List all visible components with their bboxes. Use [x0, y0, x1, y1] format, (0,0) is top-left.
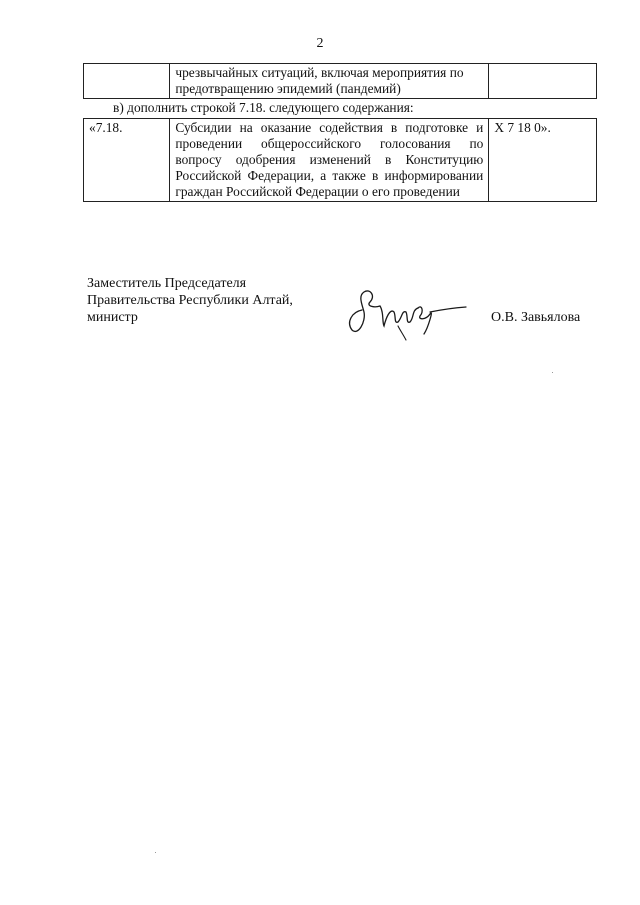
scan-speck: [155, 852, 156, 853]
scan-speck: [552, 372, 553, 373]
handwritten-signature: [340, 282, 470, 342]
signatory-title: [87, 275, 293, 326]
table-continuation: [83, 63, 597, 99]
row-kbk-cell: [489, 64, 597, 99]
table-row: [84, 64, 597, 99]
row-text-cell: Субсидии на оказание содействия в подготовке и проведении общероссийского голосования по вопросу одобрения изменений в Конституцию Российской Федерации, а также в информировании граждан Российской Федерации о его проведении: [170, 119, 489, 202]
row-code-cell: [84, 64, 170, 99]
row-text-cell: чрезвычайных ситуаций, включая мероприятия по предотвращению эпидемий (пандемий): [170, 64, 489, 99]
signatory-title-line: Заместитель Председателя: [87, 276, 247, 291]
signatory-title-line: Правительства Республики Алтай,: [87, 293, 293, 308]
table-new-row: [83, 118, 597, 202]
row-code-cell: «7.18.: [84, 119, 170, 202]
row-kbk-cell: Х 7 18 0».: [489, 119, 597, 202]
signatory-title-line: министр: [87, 310, 138, 325]
signatory-name: О.В. Завьялова: [491, 310, 581, 325]
page-number: 2: [316, 36, 324, 51]
amendment-instruction: в) дополнить строкой 7.18. следующего содержания:: [113, 100, 414, 115]
table-row: [84, 119, 597, 202]
